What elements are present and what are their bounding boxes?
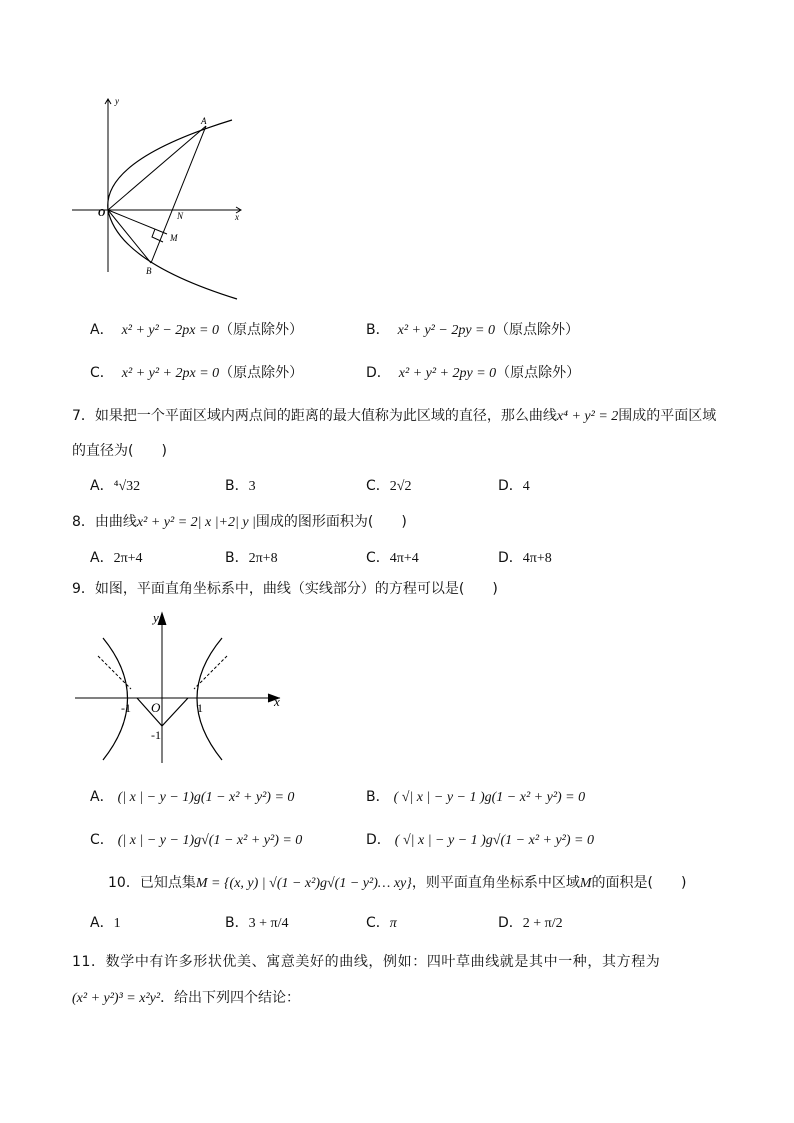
q10-option-d: D．2 + π/2: [498, 915, 563, 931]
q9-option-a: A． (| x | − y − 1)g(1 − x² + y²) = 0: [90, 789, 295, 805]
q8-option-c: C．4π+4: [366, 550, 419, 566]
q10-option-a: A．1: [90, 915, 121, 931]
q6-option-b: B． x² + y² − 2py = 0（原点除外）: [366, 322, 579, 338]
q10-stem: 10．已知点集M = {(x, y) | √(1 − x²)g√(1 − y²)… xy}，则平面直角坐标系中区域M的面积是( ): [108, 875, 687, 891]
q6-option-c: C． x² + y² + 2px = 0（原点除外）: [90, 365, 304, 381]
q8-option-b: B．2π+8: [225, 550, 278, 566]
q11-stem-line2: (x² + y²)³ = x²y²．给出下列四个结论：: [72, 990, 301, 1006]
q8-option-a: A．2π+4: [90, 550, 143, 566]
q11-stem-line1: 11．数学中有许多形状优美、寓意美好的曲线，例如：四叶草曲线就是其中一种，其方程为: [72, 954, 661, 970]
q7-stem-line2: 的直径为( ): [72, 443, 167, 459]
fig2-label-neg1y: -1: [151, 728, 161, 742]
q7-option-d: D．4: [498, 478, 530, 494]
fig1-label-y: y: [115, 96, 119, 106]
fig2-label-1: 1: [197, 701, 203, 715]
q10-option-c: C．π: [366, 915, 397, 931]
q10-option-b: B．3 + π/4: [225, 915, 289, 931]
q7-option-b: B．3: [225, 478, 256, 494]
q9-stem: 9．如图，平面直角坐标系中，曲线（实线部分）的方程可以是( ): [72, 581, 498, 597]
q6-option-d: D． x² + y² + 2py = 0（原点除外）: [366, 365, 581, 381]
q7-stem-line1: 7．如果把一个平面区域内两点间的距离的最大值称为此区域的直径，那么曲线x⁴ + y² = 2围成的平面区域: [72, 408, 717, 424]
q7-option-c: C．2√2: [366, 478, 412, 494]
fig2-label-neg1x: -1: [121, 701, 131, 715]
fig2-label-x: x: [274, 694, 280, 709]
fig1-label-N: N: [177, 211, 184, 221]
q6-option-a: A． x² + y² − 2px = 0（原点除外）: [90, 322, 303, 338]
fig2-label-y: y: [153, 610, 159, 625]
q9-option-d: D． ( √| x | − y − 1 )g√(1 − x² + y²) = 0: [366, 832, 594, 848]
fig1-label-A: A: [201, 116, 207, 126]
fig1-label-x: x: [235, 212, 239, 222]
fig1-label-M: M: [170, 233, 178, 243]
fig1-label-B: B: [146, 266, 152, 276]
q8-stem: 8．由曲线x² + y² = 2| x |+2| y |围成的图形面积为( ): [72, 514, 407, 530]
fig2-label-O: O: [151, 700, 161, 715]
parabola-figure: [0, 0, 794, 320]
q9-option-b: B． ( √| x | − y − 1 )g(1 − x² + y²) = 0: [366, 789, 586, 805]
q7-option-a: A．⁴√32: [90, 478, 141, 494]
q8-option-d: D．4π+8: [498, 550, 552, 566]
fig1-label-O: O: [98, 208, 106, 219]
q9-option-c: C． (| x | − y − 1)g√(1 − x² + y²) = 0: [90, 832, 303, 848]
hyperbola-figure: [0, 600, 794, 775]
